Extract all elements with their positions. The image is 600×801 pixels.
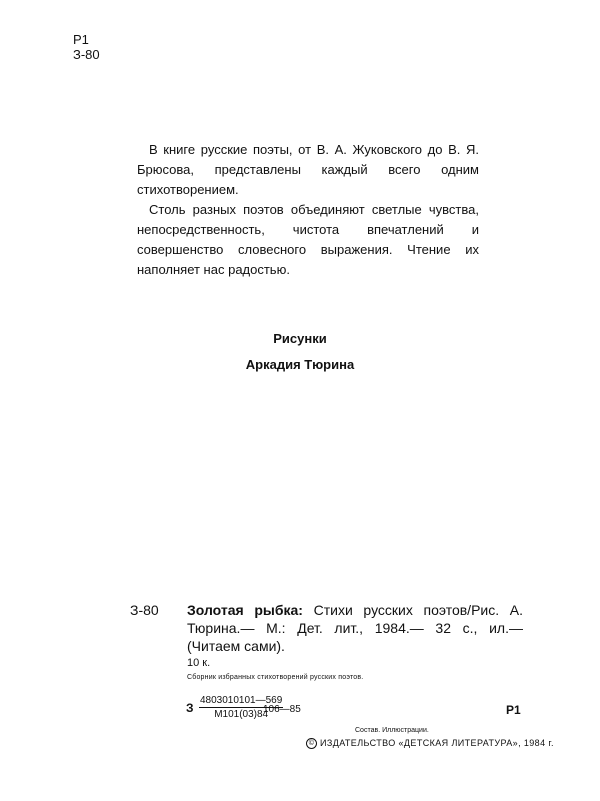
collection-note: Сборник избранных стихотворений русских поэтов. [187, 674, 364, 681]
illustrator-line-1: Рисунки [273, 331, 327, 346]
corner-classification [73, 32, 100, 62]
book-annotation [137, 140, 479, 280]
classification-code: Р1 [73, 32, 89, 47]
copyright-line [306, 738, 554, 749]
catalog-copies: 10 к. [187, 657, 211, 669]
fraction-numerator: 4803010101—569 [200, 695, 283, 706]
copyright-text: ИЗДАТЕЛЬСТВО «ДЕТСКАЯ ЛИТЕРАТУРА», 1984 г. [320, 738, 554, 748]
classification-index: З-80 [73, 47, 100, 62]
fraction-prefix: З [186, 701, 194, 715]
catalog-title: Золотая рыбка: [187, 602, 303, 618]
fraction-code: 106—85 [263, 704, 301, 715]
compiled-note: Состав. Иллюстрации. [355, 727, 429, 734]
illustrator-line-2: Аркадия Тюрина [245, 357, 355, 372]
illustrator-credit [0, 326, 600, 378]
copyright-icon: © [306, 738, 317, 749]
catalog-entry [187, 601, 523, 655]
catalog-class-code: Р1 [506, 703, 521, 717]
catalog-index: З-80 [130, 602, 159, 618]
annotation-paragraph-1: В книге русские поэты, от В. А. Жуковского до В. Я. Брюсова, представлены каждый всего одним стихотворением. [137, 142, 479, 197]
annotation-paragraph-2: Столь разных поэтов объединяют светлые чувства, непосредственность, чистота впечатлений и совершенство словесного выражения. Чтение их наполняет нас радостью. [137, 202, 479, 277]
catalog-description: Стихи русских поэтов/Рис. А. Тюрина.— М.: Дет. лит., 1984.— 32 с., ил.— (Читаем сами). [187, 602, 523, 654]
fraction-denominator: М101(03)84 [214, 709, 269, 720]
